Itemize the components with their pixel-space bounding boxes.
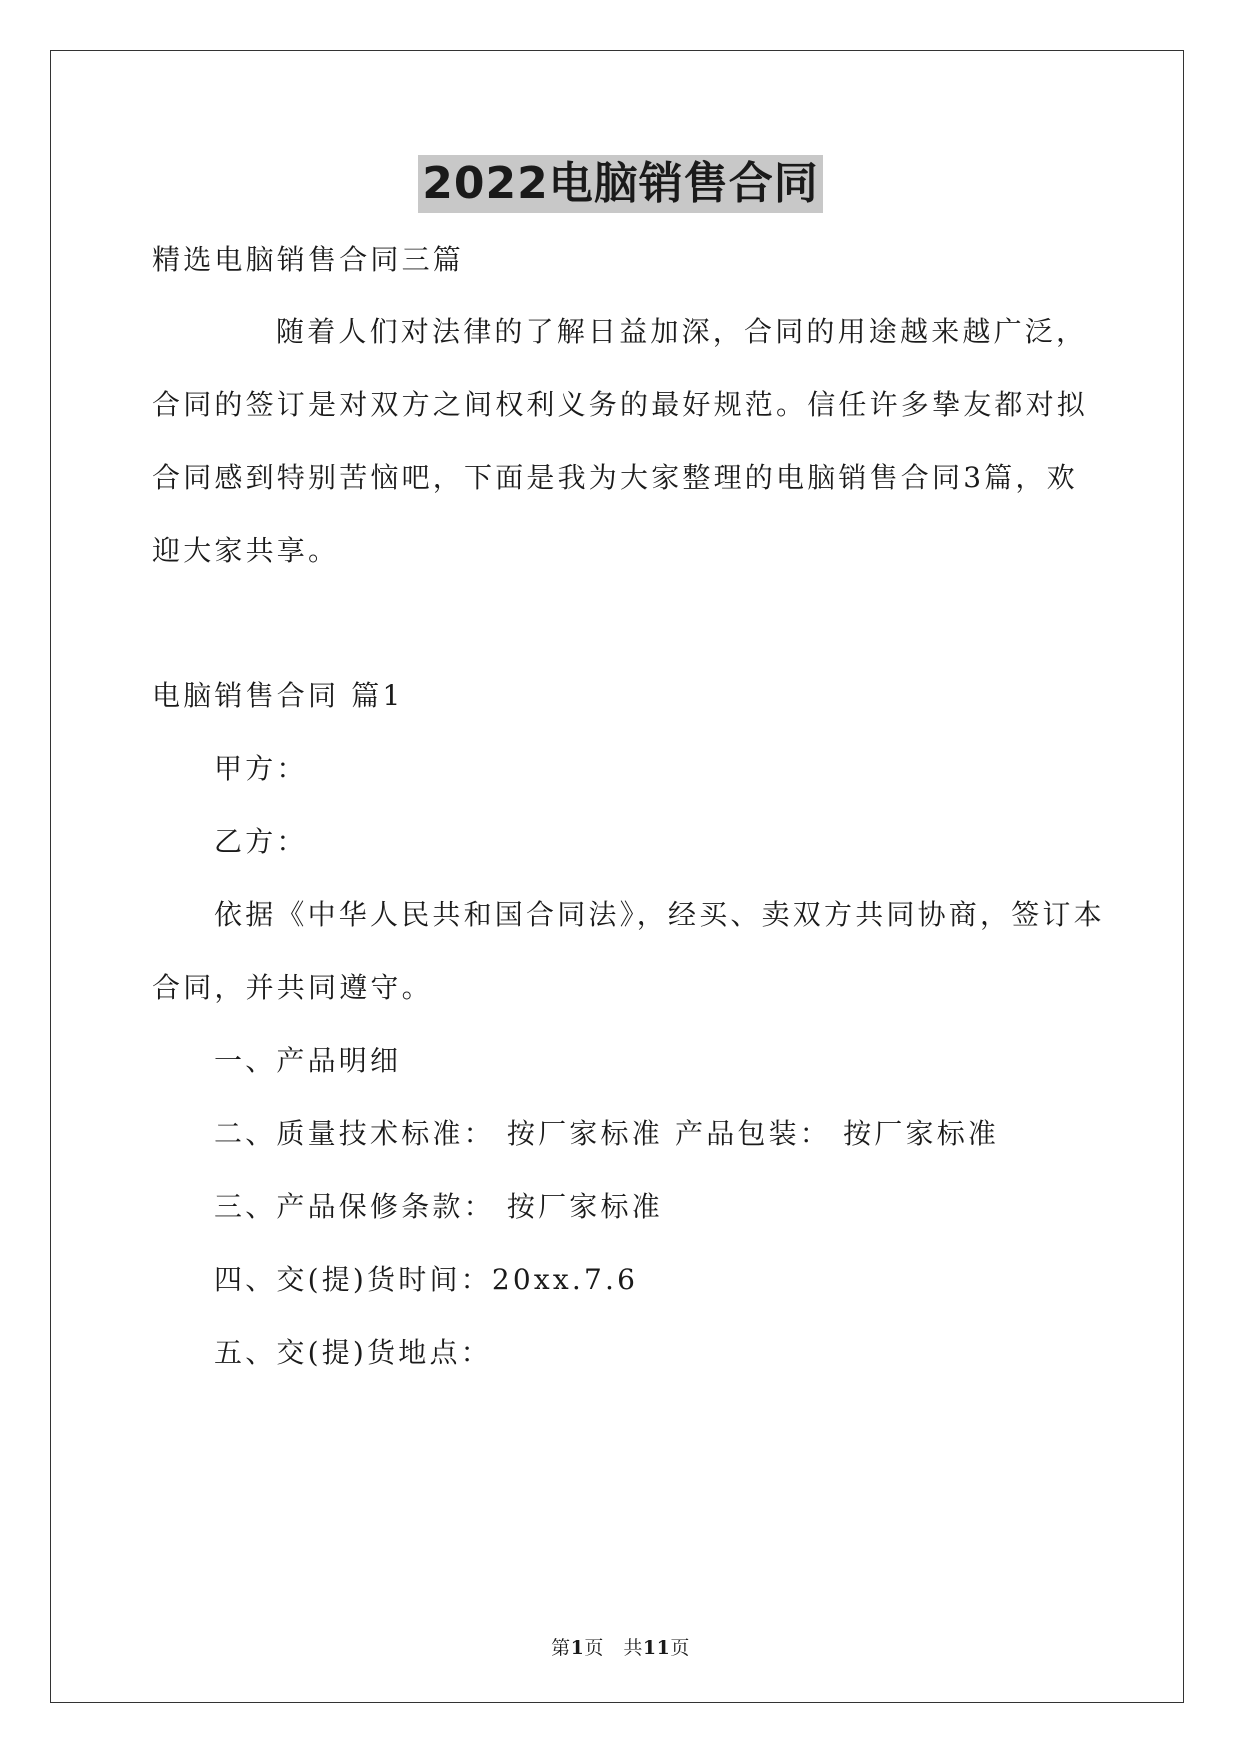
section-heading: 电脑销售合同 篇1 [152,679,404,712]
basis-line-1: 依据《中华人民共和国合同法》，经买、卖双方共同协商，签订本 [214,898,1105,931]
page-total: 11 [642,1637,671,1659]
page-border [50,50,1184,1703]
page-footer [0,1633,1241,1660]
intro-line-3: 合同感到特别苦恼吧，下面是我为大家整理的电脑销售合同3篇，欢 [152,461,1078,494]
page-suffix: 页 [670,1637,690,1659]
party-b-label: 乙方： [214,825,308,858]
document-title-wrapper [0,155,1241,213]
intro-line-1: 随着人们对法律的了解日益加深，合同的用途越来越广泛， [276,315,1088,348]
clause-4: 四、交(提)货时间：20xx.7.6 [214,1263,639,1296]
page-prefix: 第 [551,1637,571,1659]
clause-3: 三、产品保修条款： 按厂家标准 [214,1190,663,1223]
party-a-label: 甲方： [214,752,308,785]
clause-5: 五、交(提)货地点： [214,1336,492,1369]
document-title: 2022电脑销售合同 [418,155,822,213]
basis-line-2: 合同，并共同遵守。 [152,971,433,1004]
page-mid: 页 共 [584,1637,643,1659]
intro-line-4: 迎大家共享。 [152,534,340,567]
document-subtitle: 精选电脑销售合同三篇 [152,243,465,276]
intro-line-2: 合同的签订是对双方之间权利义务的最好规范。信任许多挚友都对拟 [152,388,1089,421]
clause-1: 一、产品明细 [214,1044,402,1077]
page-current: 1 [570,1637,585,1659]
clause-2: 二、质量技术标准： 按厂家标准 产品包装： 按厂家标准 [214,1117,1000,1150]
